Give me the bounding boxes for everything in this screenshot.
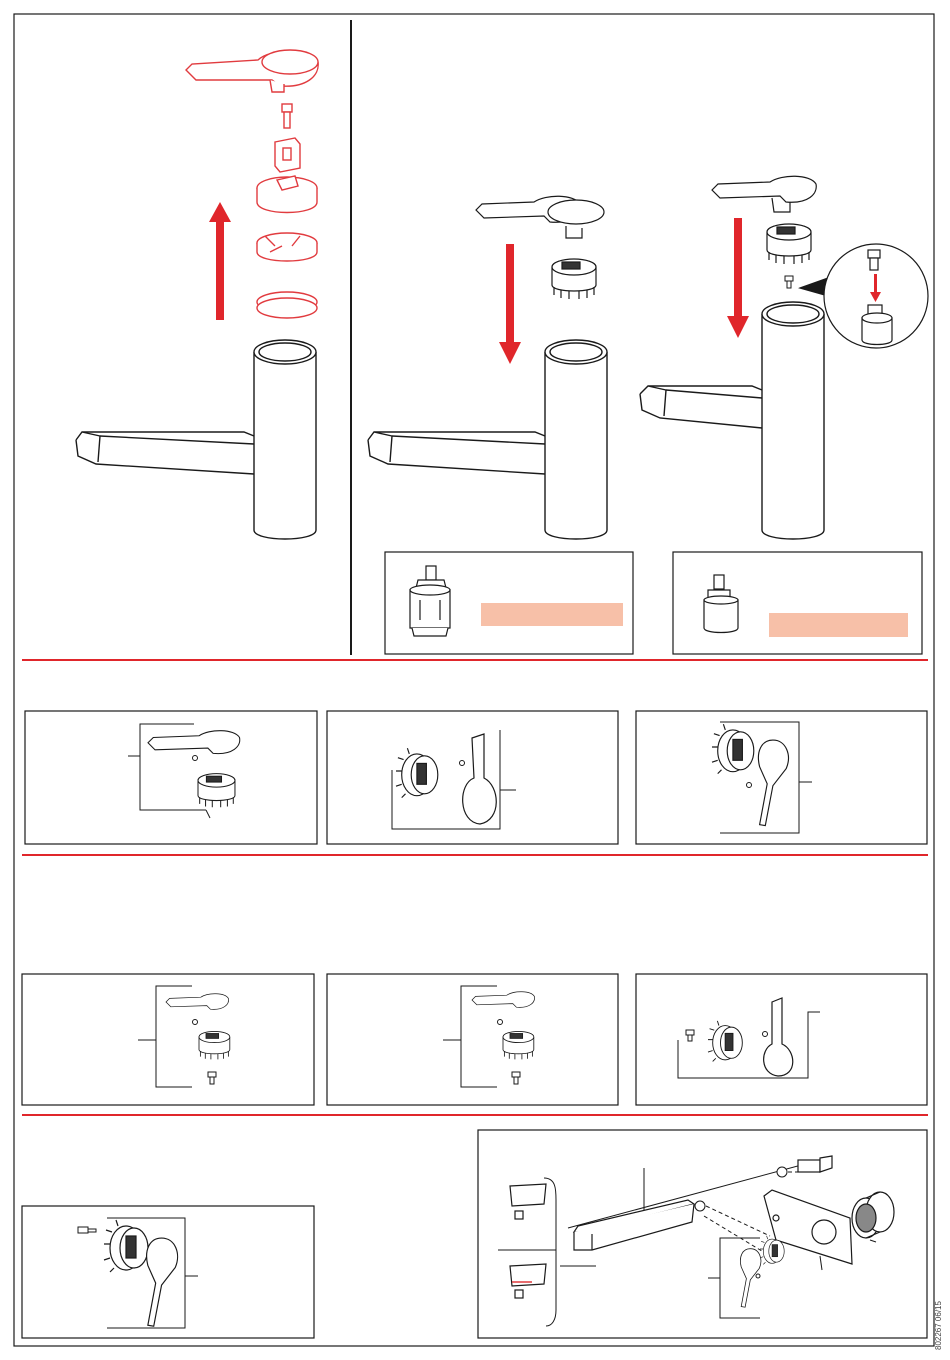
- cartridge-right: [767, 224, 811, 264]
- parts-box-2-2: [327, 711, 618, 844]
- screw-icon: [785, 276, 793, 288]
- lever-handle-right: [712, 176, 816, 202]
- arrow-up-icon: [209, 202, 231, 320]
- cartridge-info-box-1: [385, 552, 633, 654]
- cartridge-icon: [552, 259, 596, 299]
- parts-box-4-1: [22, 1206, 314, 1338]
- parts-box-2-1: [25, 711, 317, 844]
- cartridge-label-1: [481, 603, 623, 626]
- document-code: 802267 06/15: [934, 1301, 943, 1350]
- parts-box-3-2: [327, 974, 618, 1105]
- cartridge-info-box-2: [673, 552, 922, 654]
- faucet-body-middle: [368, 340, 607, 539]
- faucet-body-right: [640, 302, 824, 539]
- parts-box-3-3: [636, 974, 927, 1105]
- arrow-down-icon-2: [727, 218, 749, 338]
- lever-cap-mid: [548, 200, 604, 224]
- parts-box-3-1: [22, 974, 314, 1105]
- disassembly-exploded-parts: [186, 50, 318, 318]
- parts-box-2-3: [636, 711, 927, 844]
- cartridge-label-2: [769, 613, 908, 637]
- faucet-body-left: [76, 340, 316, 539]
- arrow-down-icon-1: [499, 244, 521, 364]
- parts-box-4-2: [478, 1130, 927, 1338]
